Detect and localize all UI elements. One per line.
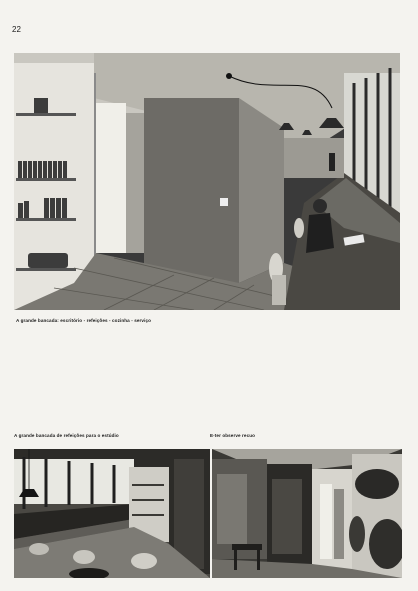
caption-bottom-right-photo: E-ter observe recuo — [210, 433, 256, 438]
photo-bottom-right-recess — [212, 449, 402, 578]
page-number: 22 — [12, 25, 21, 34]
photo-bottom-left-dining-bench — [14, 449, 210, 578]
caption-main-photo: A grande bancada: escritório - refeições - cozinha - serviço — [16, 318, 152, 323]
caption-bottom-left-photo: A grande bancada de refeições para o estúdio — [14, 433, 119, 438]
photo-main-workbench — [14, 53, 400, 310]
